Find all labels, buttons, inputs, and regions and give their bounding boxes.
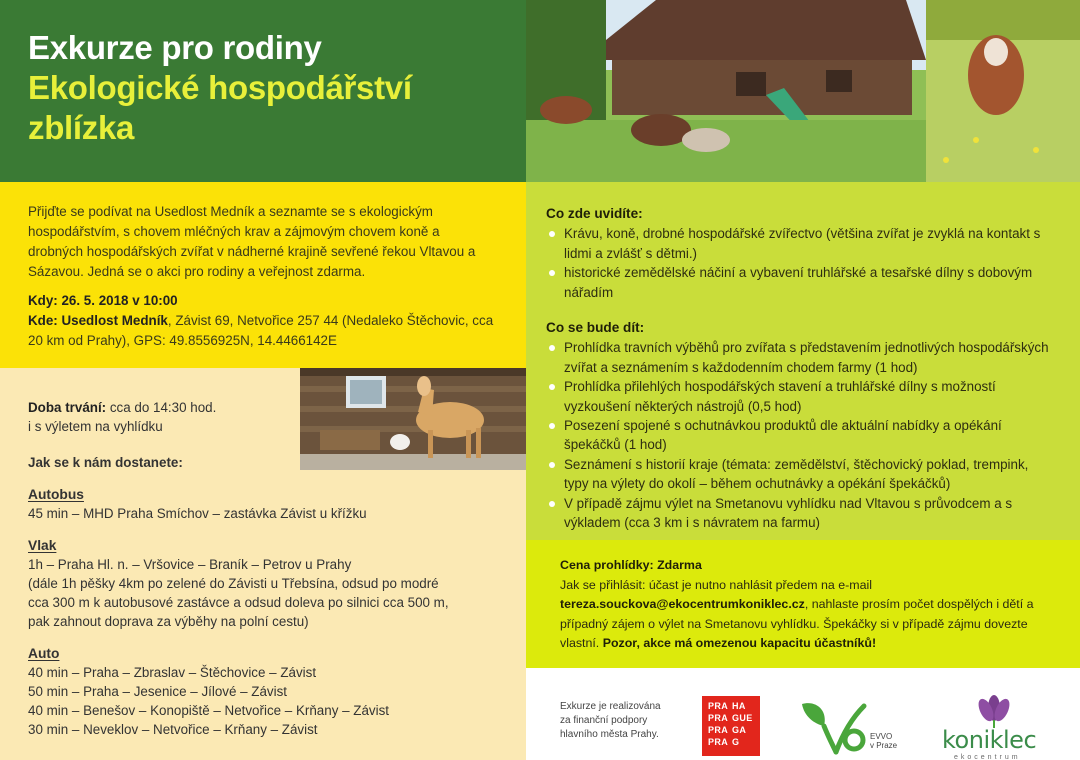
event-location-text: , Závist 69, Netvořice 257 44 (Nedaleko Štěchovic, cca 20 km od Prahy), GPS: 49.8556925N, 14.4466142E xyxy=(28,313,494,348)
praha-logo-text: GUE xyxy=(732,713,753,723)
farm-photo xyxy=(526,0,1080,182)
list-item: Prohlídka přilehlých hospodářských stavení a truhlářské dílny s možností vyzkoušení některých nástrojů (0,5 hod) xyxy=(546,377,1054,416)
horse-photo-illustration xyxy=(300,368,526,470)
intro-text: Přijďte se podívat na Usedlost Medník a seznamte se s ekologickým hospodářstvím, s chovem mléčných krav a zájmovým chovem koně a drobných hospodářských zvířat v nádherné krajině sevřené řekou Vltavou a Sázavou. Jedná se o akci pro rodiny a veřejnost zdarma. xyxy=(28,204,476,279)
list-item: V případě zájmu výlet na Smetanovu vyhlídku nad Vltavou s průvodcem a s výkladem (cca 3 km i s návratem na farmu) xyxy=(546,494,1054,533)
praha-logo xyxy=(702,696,760,756)
car-line: 50 min – Praha – Jesenice – Jílové – Závist xyxy=(28,684,288,699)
duration-text: cca do 14:30 hod. xyxy=(106,400,217,415)
program-list xyxy=(546,338,1054,532)
funding-note: Exkurze je realizována za finanční podpory hlavního města Prahy. xyxy=(560,701,661,740)
event-location-label: Kde: Usedlost Medník xyxy=(28,313,168,328)
list-item: Seznámení s historií kraje (témata: zemědělství, štěchovický poklad, trempink, typy na výlety do okolí – během ochutnávky a opékání špekáčků) xyxy=(546,455,1054,494)
car-section xyxy=(28,644,508,739)
train-section xyxy=(28,536,508,631)
footer-logos xyxy=(526,668,1080,760)
list-item: Prohlídka travních výběhů pro zvířata s představením jednotlivých hospodářských zvířat a seznámením s každodenním chodem farmy (1 hod) xyxy=(546,338,1054,377)
evvo-subtext: v Praze xyxy=(870,741,898,750)
train-line: (dále 1h pěšky 4km po zelené do Závisti u Třebsína, odsud po modré xyxy=(28,576,439,591)
car-title: Auto xyxy=(28,646,60,661)
praha-logo-text: PRA xyxy=(708,701,729,711)
praha-logo-text: PRA xyxy=(708,737,729,747)
registration-text-2: , nahlaste prosím počet dospělých i dětí a případný zájem o výlet na Smetanovu vyhlídku. Špekáčky si v případě zájmu dovezte vlastní. xyxy=(560,597,1034,651)
price-panel xyxy=(526,540,1080,668)
bus-section xyxy=(28,485,508,523)
bus-line: 45 min – MHD Praha Smíchov – zastávka Závist u křížku xyxy=(28,506,367,521)
event-date-label: Kdy: 26. 5. 2018 v 10:00 xyxy=(28,293,178,308)
bus-title: Autobus xyxy=(28,487,84,502)
evvo-logo xyxy=(798,696,918,756)
list-item: historické zemědělské náčiní a vybavení truhlářské a tesařské dílny s dobovým nářadím xyxy=(546,263,1054,302)
train-line: 1h – Praha Hl. n. – Vršovice – Braník – Petrov u Prahy xyxy=(28,557,352,572)
intro-panel xyxy=(0,182,526,368)
duration-label: Doba trvání: xyxy=(28,400,107,415)
koniklec-subtitle: ekocentrum xyxy=(954,754,1021,760)
praha-logo-text: GA xyxy=(732,725,747,735)
capacity-warning: Pozor, akce má omezenou kapacitu účastníků! xyxy=(602,636,877,651)
getting-there-heading: Jak se k nám dostanete: xyxy=(28,455,183,470)
list-item: Posezení spojené s ochutnávkou produktů dle aktuální nabídky a opékání špekáčků (1 hod) xyxy=(546,416,1054,455)
price-label: Cena prohlídky: Zdarma xyxy=(560,558,702,572)
title-line-2: Ekologické hospodářství xyxy=(28,69,412,106)
title-line-3: zblízka xyxy=(28,109,135,146)
contact-email[interactable]: tereza.souckova@ekocentrumkoniklec.cz xyxy=(560,597,805,612)
train-line: cca 300 m k autobusové zastávce a odsud doleva po silnici cca 500 m, xyxy=(28,595,449,610)
duration-note: i s výletem na vyhlídku xyxy=(28,419,163,434)
praha-logo-text: PRA xyxy=(708,725,729,735)
evvo-label xyxy=(870,732,897,750)
list-item: Krávu, koně, drobné hospodářské zvířectvo (většina zvířat je zvyklá na kontakt s lidmi a zvlášť s dětmi.) xyxy=(546,224,1054,263)
pasqueflower-icon xyxy=(936,688,1056,728)
registration-text: Jak se přihlásit: účast je nutno nahlásit předem na e-mail xyxy=(560,577,872,592)
header-title-block xyxy=(0,0,526,182)
info-panel xyxy=(526,182,1080,540)
praha-logo-text: HA xyxy=(732,701,746,711)
title-line-1: Exkurze pro rodiny xyxy=(28,29,322,66)
train-line: pak zahnout doprava za výběhy na polní cestu) xyxy=(28,614,309,629)
what-to-see-list xyxy=(546,224,1054,302)
event-date xyxy=(28,291,498,311)
farm-photo-illustration xyxy=(526,0,1080,182)
koniklec-name: koniklec xyxy=(942,726,1037,754)
horse-photo xyxy=(300,368,526,470)
program-heading: Co se bude dít: xyxy=(546,320,645,336)
event-location xyxy=(28,311,498,351)
evvo-leaf-icon xyxy=(798,696,870,756)
what-to-see-heading: Co zde uvidíte: xyxy=(546,206,643,221)
registration-info xyxy=(560,576,1054,654)
car-line: 30 min – Neveklov – Netvořice – Krňany – Závist xyxy=(28,722,318,737)
evvo-text: EVVO xyxy=(870,732,893,741)
praha-logo-text: G xyxy=(732,737,740,747)
car-line: 40 min – Benešov – Konopiště – Netvořice – Krňany – Závist xyxy=(28,703,389,718)
car-line: 40 min – Praha – Zbraslav – Štěchovice – Závist xyxy=(28,665,317,680)
koniklec-logo xyxy=(936,688,1056,758)
praha-logo-text: PRA xyxy=(708,713,729,723)
train-title: Vlak xyxy=(28,538,57,553)
